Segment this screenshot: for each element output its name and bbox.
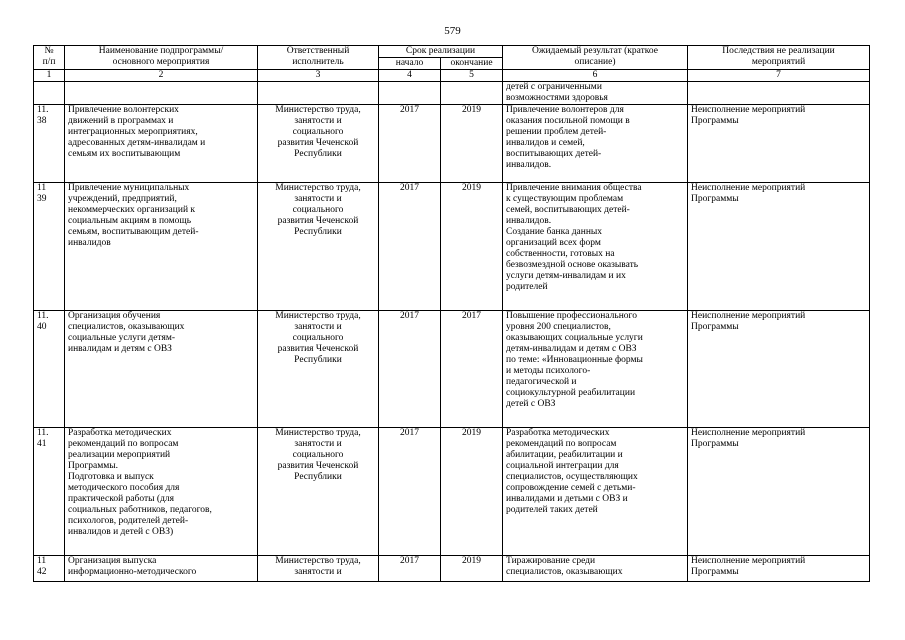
cell-start: 2017 — [379, 428, 441, 556]
cell-result: Тиражирование среди специалистов, оказывающих — [503, 556, 688, 582]
cell-start: 2017 — [379, 556, 441, 582]
program-measures-table — [33, 45, 870, 582]
cell-num: 11. 40 — [34, 311, 65, 428]
column-number: 3 — [258, 70, 379, 82]
cell-consequences: Неисполнение мероприятий Программы — [688, 311, 870, 428]
cell-name: Разработка методических рекомендаций по вопросам реализации мероприятий Программы. Подготовка и выпуск методического пособия для практической работы (для социальных работников, педагогов, психологов, родителей детей- инвалидов и детей с ОВЗ) — [65, 428, 258, 556]
table-row — [34, 183, 870, 311]
cell-num: 11 39 — [34, 183, 65, 311]
column-numbers-row — [34, 70, 870, 82]
table-row — [34, 105, 870, 183]
column-number: 5 — [441, 70, 503, 82]
table-row — [34, 556, 870, 582]
column-number: 6 — [503, 70, 688, 82]
cell-end: 2019 — [441, 105, 503, 183]
header-period: Срок реализации — [379, 46, 503, 58]
cell-end: 2019 — [441, 428, 503, 556]
header-name: Наименование подпрограммы/ основного мероприятия — [65, 46, 258, 70]
cell-num: 11 42 — [34, 556, 65, 582]
cell-result: Повышение профессионального уровня 200 специалистов, оказывающих социальные услуги детям-инвалидам и детям с ОВЗ по теме: «Инновационные формы и методы психолого- педагогической и социокультурной реабилитации детей с ОВЗ — [503, 311, 688, 428]
cell-responsible: Министерство труда, занятости и — [258, 556, 379, 582]
cell-name: Привлечение волонтерских движений в программах и интеграционных мероприятиях, адресованных детям-инвалидам и семьям их воспитывающим — [65, 105, 258, 183]
cell-responsible: Министерство труда, занятости и социального развития Чеченской Республики — [258, 105, 379, 183]
cell-result: Привлечение волонтеров для оказания посильной помощи в решении проблем детей- инвалидов и семей, воспитывающих детей- инвалидов. — [503, 105, 688, 183]
header-end: окончание — [441, 58, 503, 70]
table-row — [34, 428, 870, 556]
cell-result: Разработка методических рекомендаций по вопросам абилитации, реабилитации и социальной интеграции для специалистов, осуществляющих сопровождение семей с детьми- инвалидами и детьми с ОВЗ и родителей таких детей — [503, 428, 688, 556]
header-num: № п/п — [34, 46, 65, 70]
column-number: 4 — [379, 70, 441, 82]
cell-end: 2019 — [441, 183, 503, 311]
cell-responsible: Министерство труда, занятости и социального развития Чеченской Республики — [258, 311, 379, 428]
column-number: 1 — [34, 70, 65, 82]
column-number: 2 — [65, 70, 258, 82]
cell-result: детей с ограниченными возможностями здоровья — [503, 82, 688, 105]
cell-name: Привлечение муниципальных учреждений, предприятий, некоммерческих организаций к социальным акциям в помощь семьям, воспитывающим детей- инвалидов — [65, 183, 258, 311]
cell-start: 2017 — [379, 311, 441, 428]
header-start: начало — [379, 58, 441, 70]
table-row — [34, 311, 870, 428]
cell-end: 2017 — [441, 311, 503, 428]
cell-num: 11. 38 — [34, 105, 65, 183]
cell-end: 2019 — [441, 556, 503, 582]
cell-consequences: Неисполнение мероприятий Программы — [688, 105, 870, 183]
cell-name: Организация обучения специалистов, оказывающих социальные услуги детям- инвалидам и детям с ОВЗ — [65, 311, 258, 428]
column-number: 7 — [688, 70, 870, 82]
cell-start: 2017 — [379, 183, 441, 311]
cell-responsible: Министерство труда, занятости и социального развития Чеченской Республики — [258, 183, 379, 311]
cell-result: Привлечение внимания общества к существующим проблемам семей, воспитывающих детей- инвалидов. Создание банка данных организаций всех форм собственности, готовых на безвозмездной основе оказывать услуги детям-инвалидам и их родителей — [503, 183, 688, 311]
cell-start: 2017 — [379, 105, 441, 183]
cell-consequences: Неисполнение мероприятий Программы — [688, 183, 870, 311]
table-row-carry-over — [34, 82, 870, 105]
cell-consequences: Неисполнение мероприятий Программы — [688, 428, 870, 556]
cell-name: Организация выпуска информационно-методического — [65, 556, 258, 582]
cell-num: 11. 41 — [34, 428, 65, 556]
cell-consequences: Неисполнение мероприятий Программы — [688, 556, 870, 582]
page-number: 579 — [444, 25, 461, 37]
header-consequences: Последствия не реализации мероприятий — [688, 46, 870, 70]
header-result: Ожидаемый результат (краткое описание) — [503, 46, 688, 70]
header-responsible: Ответственный исполнитель — [258, 46, 379, 70]
cell-responsible: Министерство труда, занятости и социального развития Чеченской Республики — [258, 428, 379, 556]
